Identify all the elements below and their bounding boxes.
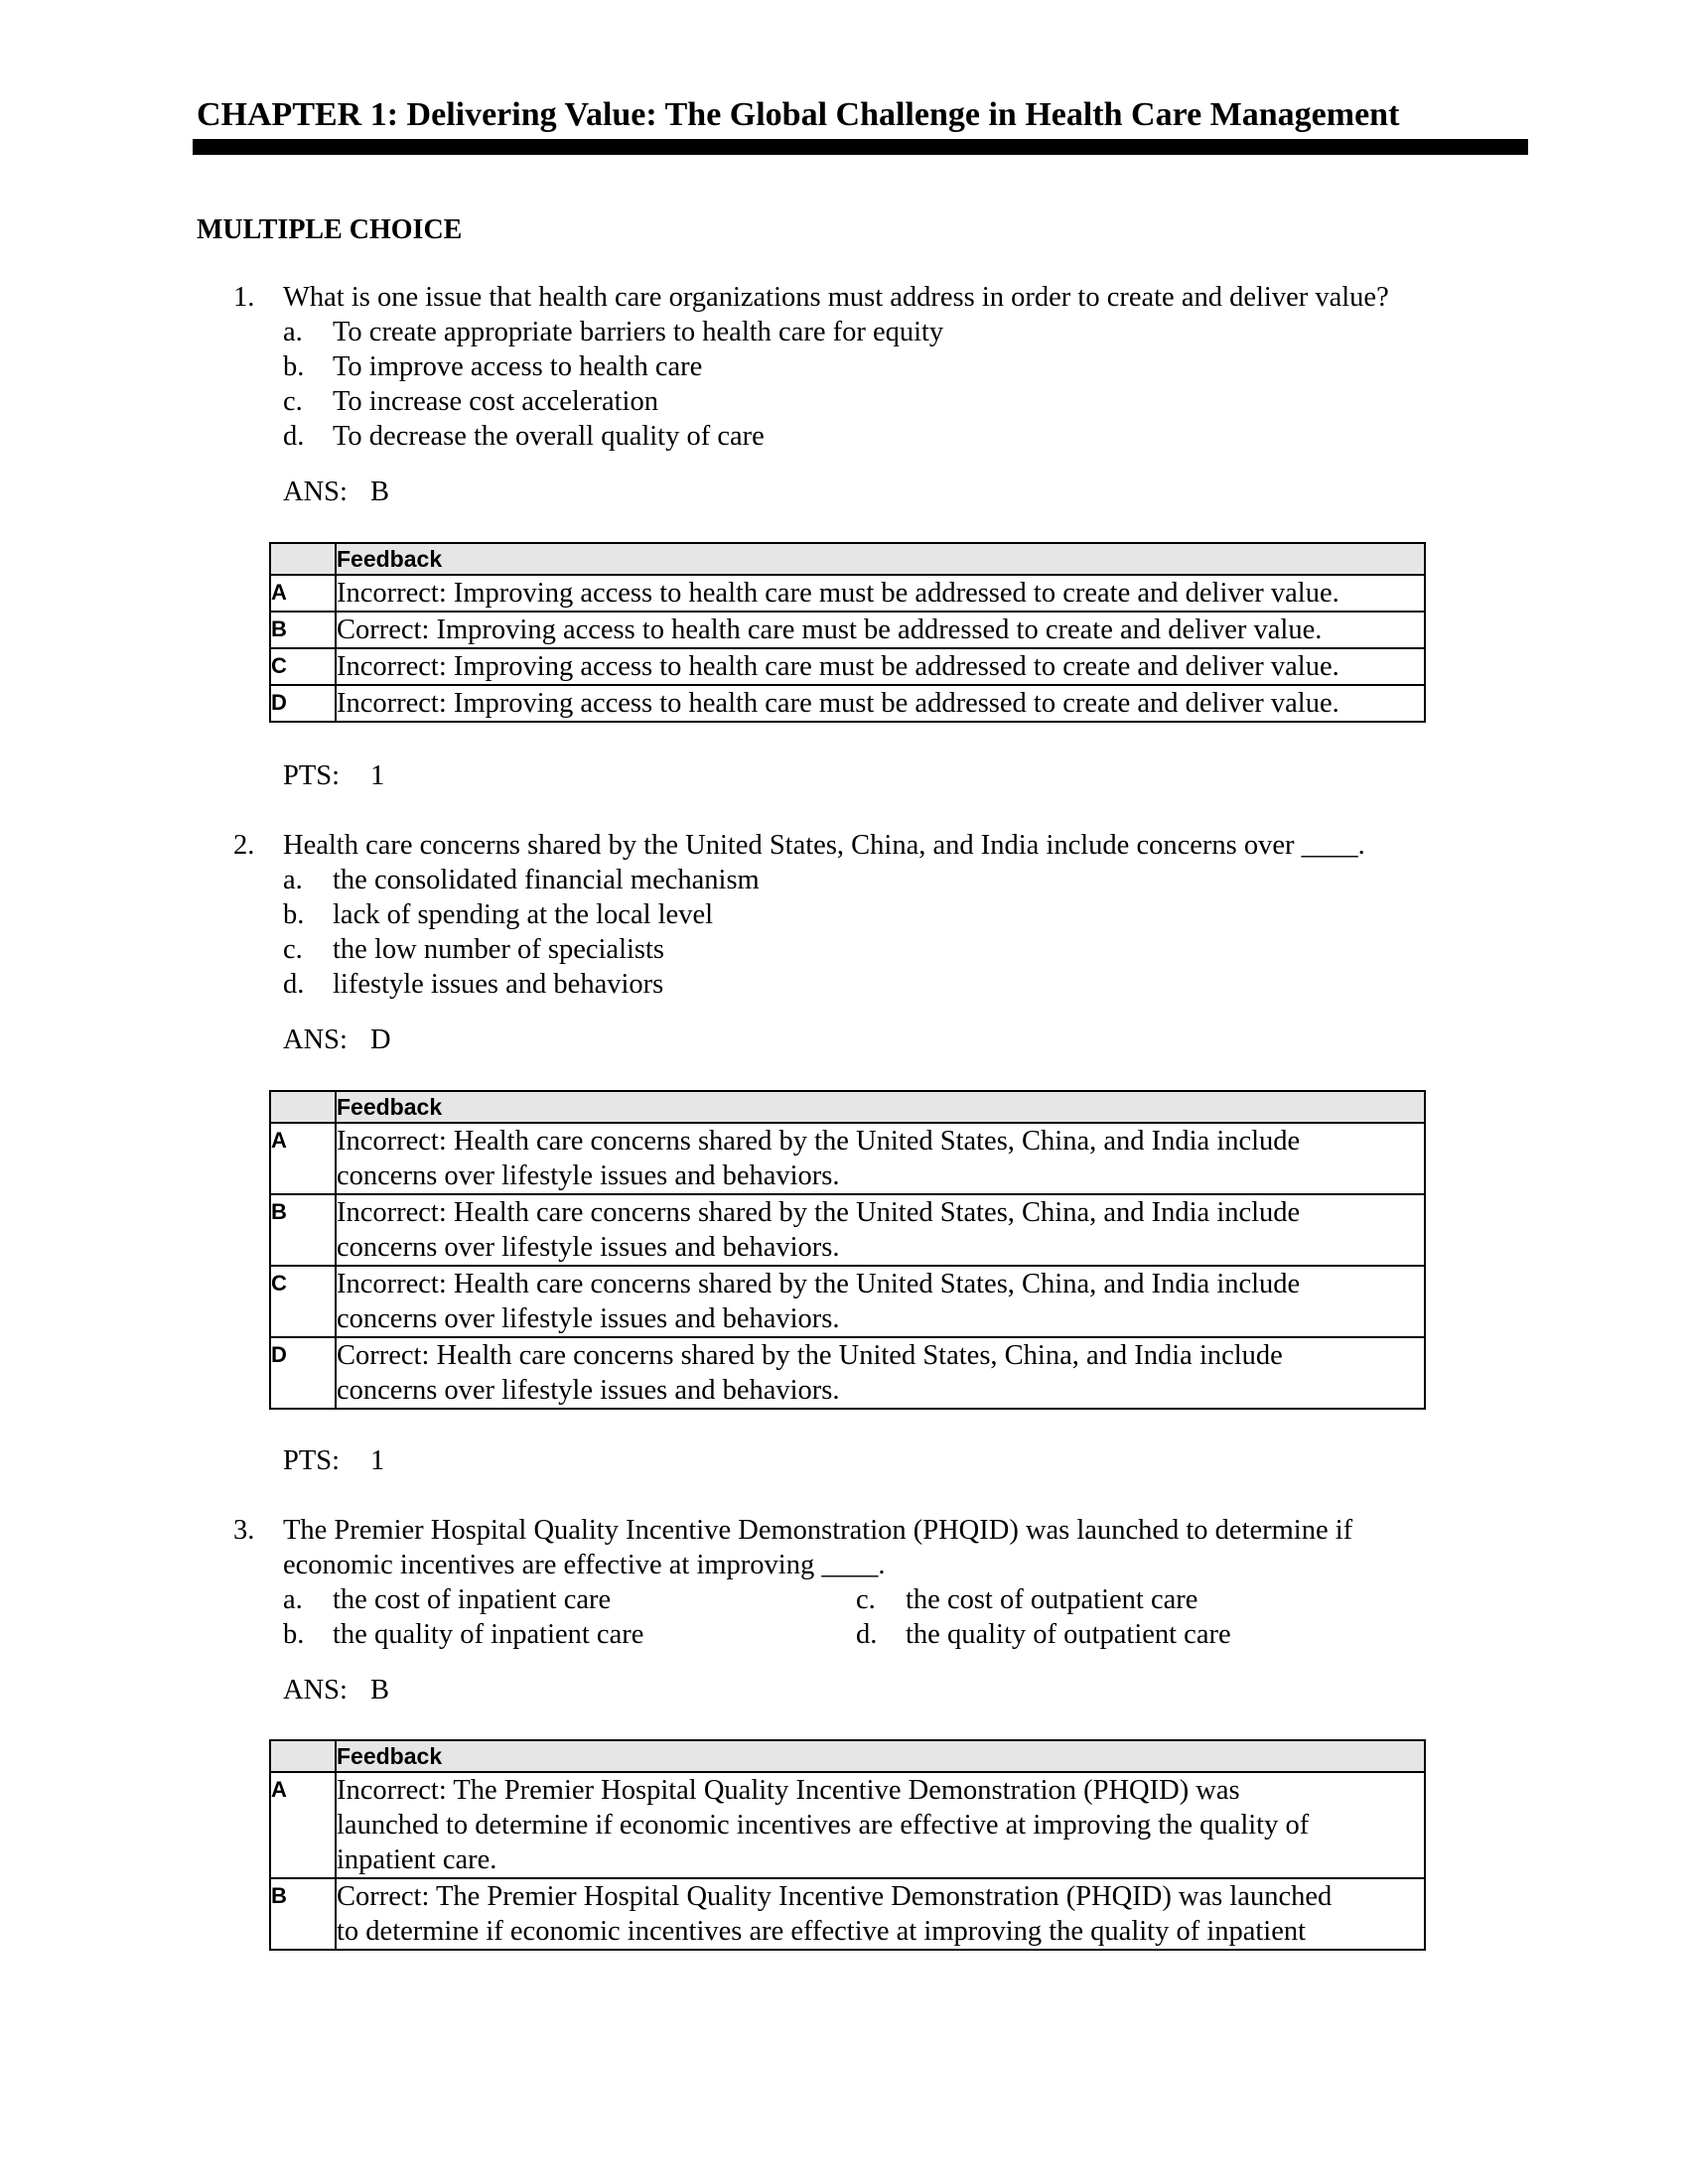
feedback-line: launched to determine if economic incentives are effective at improving the quality of (337, 1810, 1310, 1841)
question-number: 1. (233, 282, 255, 313)
feedback-row (270, 648, 1425, 685)
choice-letter: b. (283, 351, 305, 382)
question-2-stem (233, 828, 1365, 863)
choice-letter: a. (283, 1584, 303, 1615)
question-1-choice-a (283, 315, 943, 349)
feedback-letter: B (270, 1194, 336, 1266)
question-3-choice-b (283, 1617, 643, 1652)
feedback-letter: D (270, 685, 336, 722)
feedback-row (270, 575, 1425, 612)
feedback-header-blank (270, 543, 336, 575)
question-2-points (283, 1443, 384, 1478)
feedback-letter: B (270, 612, 336, 648)
feedback-row (270, 1123, 1425, 1194)
choice-text: To increase cost acceleration (333, 386, 658, 417)
choice-letter: b. (283, 899, 305, 930)
choice-text: the consolidated financial mechanism (333, 865, 760, 895)
feedback-line: concerns over lifestyle issues and behaviors. (337, 1232, 840, 1263)
feedback-line: inpatient care. (337, 1844, 497, 1875)
answer-value: D (370, 1024, 391, 1055)
feedback-text: Incorrect: Improving access to health care must be addressed to create and deliver value. (336, 685, 1425, 722)
feedback-text: Incorrect: Improving access to health care must be addressed to create and deliver value. (336, 575, 1425, 612)
feedback-letter: A (270, 1123, 336, 1194)
feedback-letter: C (270, 648, 336, 685)
question-2-choice-c (283, 932, 664, 967)
choice-text: To decrease the overall quality of care (333, 421, 765, 452)
choice-text: the cost of outpatient care (906, 1584, 1198, 1615)
choice-text: To create appropriate barriers to health care for equity (333, 317, 944, 347)
feedback-header-blank (270, 1740, 336, 1772)
question-2-choice-d (283, 967, 663, 1002)
question-1-stem (233, 280, 1389, 315)
question-3-answer (283, 1673, 389, 1707)
choice-letter: d. (856, 1619, 878, 1650)
feedback-text (336, 1123, 1425, 1194)
choice-letter: a. (283, 317, 303, 347)
feedback-line: Incorrect: Health care concerns shared by the United States, China, and India include (337, 1126, 1301, 1157)
feedback-row (270, 685, 1425, 722)
question-number: 2. (233, 830, 255, 861)
question-1-choice-b (283, 349, 702, 384)
feedback-line: concerns over lifestyle issues and behaviors. (337, 1303, 840, 1334)
question-3-choice-a (283, 1582, 611, 1617)
question-text-continued: economic incentives are effective at improving ____. (283, 1550, 886, 1580)
answer-value: B (370, 477, 390, 507)
choice-text: the quality of inpatient care (333, 1619, 644, 1650)
feedback-text (336, 1194, 1425, 1266)
section-heading: MULTIPLE CHOICE (197, 214, 463, 245)
choice-letter: d. (283, 421, 305, 452)
choice-text: the cost of inpatient care (333, 1584, 612, 1615)
choice-letter: c. (283, 386, 303, 417)
feedback-row (270, 1266, 1425, 1337)
feedback-header: Feedback (336, 1740, 1425, 1772)
question-3-feedback-table (269, 1739, 1426, 1951)
feedback-header: Feedback (336, 543, 1425, 575)
feedback-letter: D (270, 1337, 336, 1409)
points-value: 1 (370, 1445, 385, 1476)
feedback-row (270, 1878, 1425, 1950)
question-3-choice-c (856, 1582, 1197, 1617)
choice-letter: c. (283, 934, 303, 965)
feedback-text: Incorrect: Improving access to health care must be addressed to create and deliver value. (336, 648, 1425, 685)
question-2-choice-a (283, 863, 760, 897)
feedback-letter: B (270, 1878, 336, 1950)
question-1-answer (283, 475, 389, 509)
feedback-header-row (270, 1091, 1425, 1123)
question-1-choice-d (283, 419, 765, 454)
feedback-text (336, 1772, 1425, 1878)
feedback-header-blank (270, 1091, 336, 1123)
feedback-text (336, 1337, 1425, 1409)
answer-value: B (370, 1675, 390, 1706)
question-2-answer (283, 1023, 391, 1057)
question-1-feedback-table (269, 542, 1426, 723)
answer-label: ANS: (283, 1024, 348, 1055)
choice-text: lifestyle issues and behaviors (333, 969, 664, 1000)
feedback-header-row (270, 1740, 1425, 1772)
answer-label: ANS: (283, 1675, 348, 1706)
feedback-letter: A (270, 1772, 336, 1878)
feedback-letter: C (270, 1266, 336, 1337)
choice-text: the quality of outpatient care (906, 1619, 1231, 1650)
title-rule (193, 139, 1528, 155)
question-2-feedback-table (269, 1090, 1426, 1410)
feedback-line: Correct: Health care concerns shared by the United States, China, and India include (337, 1340, 1283, 1371)
feedback-line: Correct: The Premier Hospital Quality Incentive Demonstration (PHQID) was launched (337, 1881, 1333, 1912)
question-3-choice-d (856, 1617, 1231, 1652)
question-1-choice-c (283, 384, 658, 419)
points-label: PTS: (283, 760, 341, 791)
points-value: 1 (370, 760, 385, 791)
feedback-line: concerns over lifestyle issues and behaviors. (337, 1375, 840, 1406)
choice-letter: a. (283, 865, 303, 895)
feedback-row (270, 612, 1425, 648)
feedback-text (336, 1266, 1425, 1337)
feedback-header-row (270, 543, 1425, 575)
feedback-line: concerns over lifestyle issues and behaviors. (337, 1160, 840, 1191)
choice-text: To improve access to health care (333, 351, 703, 382)
choice-letter: b. (283, 1619, 305, 1650)
feedback-row (270, 1194, 1425, 1266)
chapter-title: CHAPTER 1: Delivering Value: The Global Challenge in Health Care Management (197, 96, 1400, 133)
feedback-line: Incorrect: Health care concerns shared by the United States, China, and India include (337, 1197, 1301, 1228)
feedback-letter: A (270, 575, 336, 612)
question-1-points (283, 758, 384, 793)
feedback-line: Incorrect: Health care concerns shared by the United States, China, and India include (337, 1269, 1301, 1299)
feedback-line: to determine if economic incentives are effective at improving the quality of inpatient (337, 1916, 1307, 1947)
choice-letter: d. (283, 969, 305, 1000)
answer-label: ANS: (283, 477, 348, 507)
choice-text: the low number of specialists (333, 934, 665, 965)
question-3-stem (233, 1513, 1352, 1582)
feedback-header: Feedback (336, 1091, 1425, 1123)
choice-text: lack of spending at the local level (333, 899, 714, 930)
question-number: 3. (233, 1515, 255, 1546)
question-2-choice-b (283, 897, 713, 932)
feedback-text: Correct: Improving access to health care must be addressed to create and deliver value. (336, 612, 1425, 648)
question-text: The Premier Hospital Quality Incentive Demonstration (PHQID) was launched to determine if (283, 1515, 1353, 1546)
feedback-row (270, 1772, 1425, 1878)
question-text: Health care concerns shared by the United States, China, and India include concerns over ____. (283, 830, 1365, 861)
choice-letter: c. (856, 1584, 876, 1615)
points-label: PTS: (283, 1445, 341, 1476)
feedback-line: Incorrect: The Premier Hospital Quality Incentive Demonstration (PHQID) was (337, 1775, 1240, 1806)
feedback-row (270, 1337, 1425, 1409)
question-text: What is one issue that health care organizations must address in order to create and deliver value? (283, 282, 1389, 313)
feedback-text (336, 1878, 1425, 1950)
